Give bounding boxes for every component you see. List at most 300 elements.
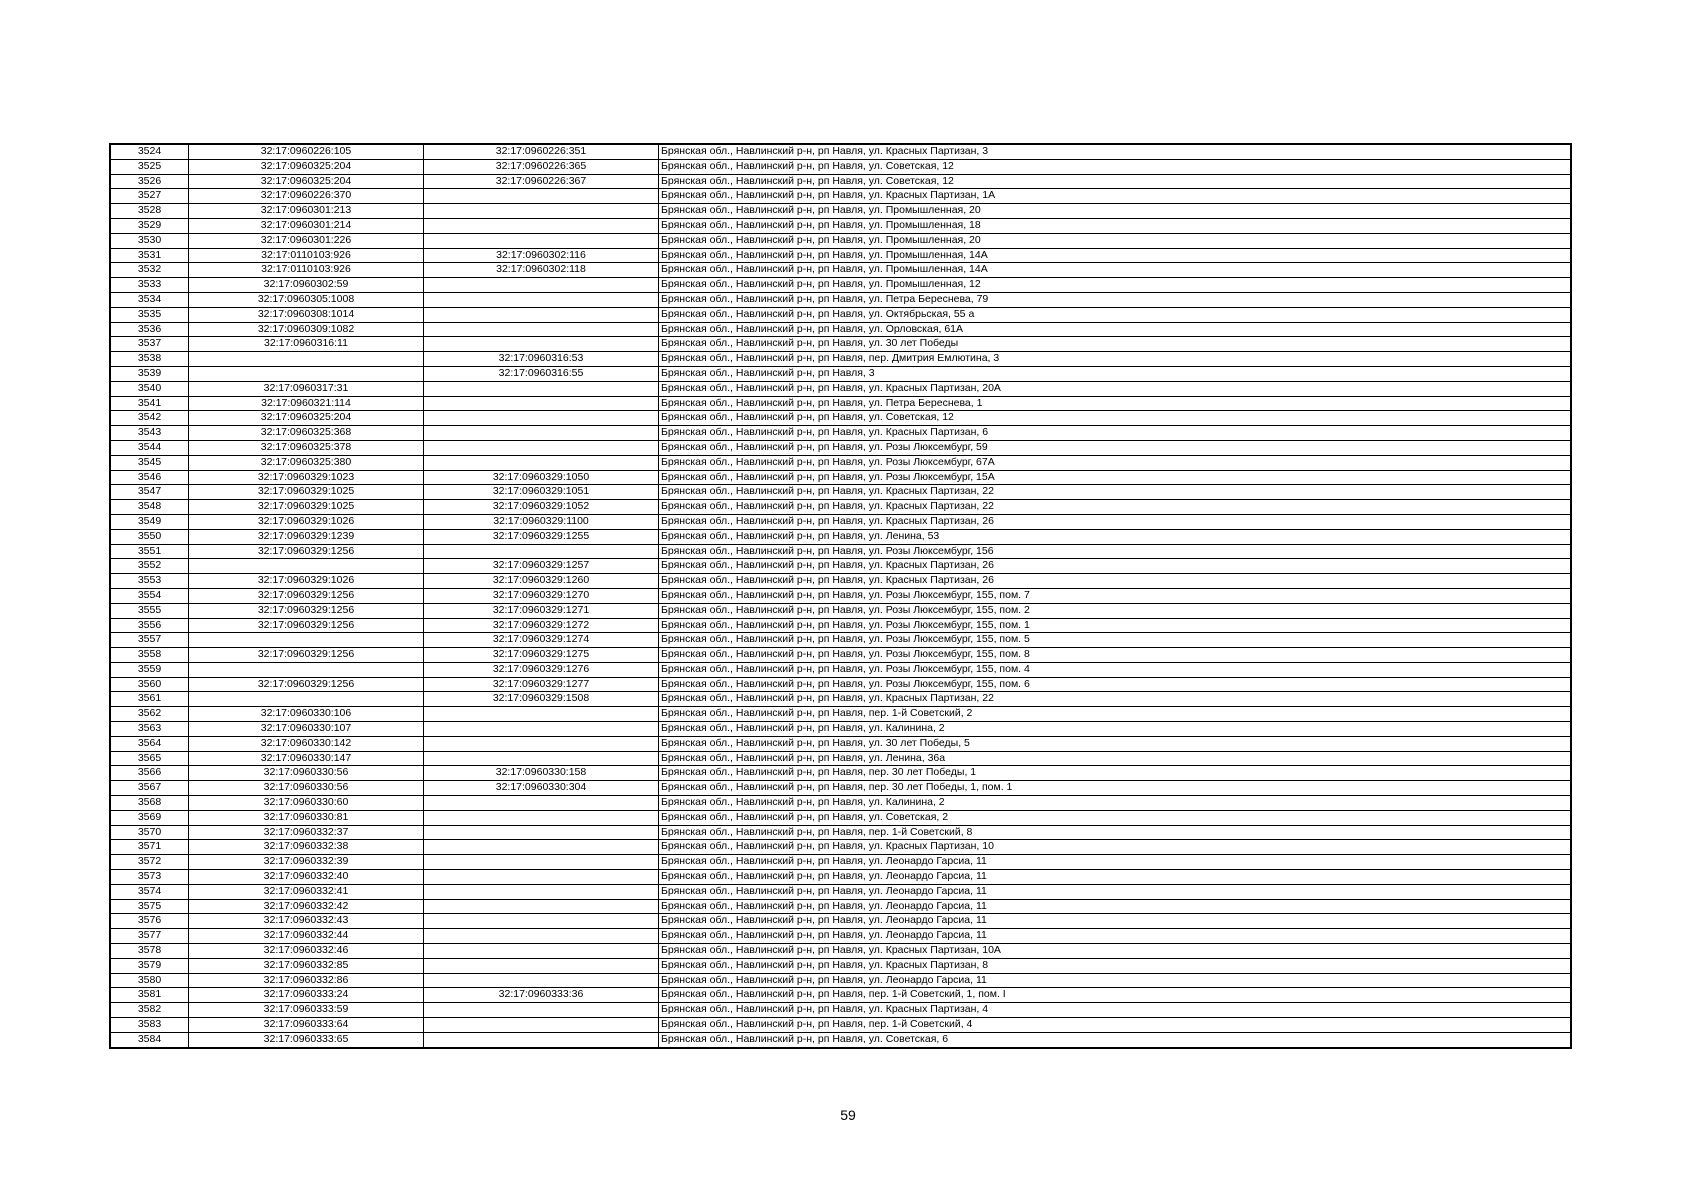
address-cell: Брянская обл., Навлинский р-н, рп Навля, ул. Промышленная, 14А (659, 248, 1572, 263)
row-number-cell: 3554 (110, 588, 189, 603)
cadastral-number-cell: 32:17:0960332:44 (189, 929, 424, 944)
cadastral-number-cell: 32:17:0960329:1256 (189, 648, 424, 663)
address-cell: Брянская обл., Навлинский р-н, рп Навля, ул. Калинина, 2 (659, 722, 1572, 737)
row-number-cell: 3542 (110, 411, 189, 426)
cadastral-number-cell: 32:17:0960325:204 (189, 411, 424, 426)
table-row (110, 485, 1571, 500)
address-cell: Брянская обл., Навлинский р-н, рп Навля, пер. 1-й Советский, 4 (659, 1018, 1572, 1033)
cadastral-number-cell: 32:17:0960330:81 (189, 810, 424, 825)
row-number-cell: 3533 (110, 278, 189, 293)
table-row (110, 884, 1571, 899)
row-number-cell: 3525 (110, 159, 189, 174)
table-row (110, 1018, 1571, 1033)
row-number-cell: 3544 (110, 440, 189, 455)
row-number-cell: 3570 (110, 825, 189, 840)
address-cell: Брянская обл., Навлинский р-н, рп Навля, ул. Красных Партизан, 26 (659, 574, 1572, 589)
table-row (110, 366, 1571, 381)
related-cadastral-number-cell (424, 411, 659, 426)
table-row (110, 1003, 1571, 1018)
related-cadastral-number-cell: 32:17:0960329:1276 (424, 662, 659, 677)
address-cell: Брянская обл., Навлинский р-н, рп Навля, ул. Красных Партизан, 6 (659, 426, 1572, 441)
cadastral-number-cell: 32:17:0960309:1082 (189, 322, 424, 337)
address-cell: Брянская обл., Навлинский р-н, рп Навля, ул. Промышленная, 14А (659, 263, 1572, 278)
related-cadastral-number-cell: 32:17:0960330:304 (424, 781, 659, 796)
address-cell: Брянская обл., Навлинский р-н, рп Навля, ул. Красных Партизан, 4 (659, 1003, 1572, 1018)
cadastral-number-cell: 32:17:0960330:56 (189, 781, 424, 796)
related-cadastral-number-cell: 32:17:0960316:53 (424, 352, 659, 367)
related-cadastral-number-cell: 32:17:0960302:116 (424, 248, 659, 263)
table-row (110, 973, 1571, 988)
cadastral-number-cell: 32:17:0960333:59 (189, 1003, 424, 1018)
registry-table-body (110, 144, 1571, 1048)
address-cell: Брянская обл., Навлинский р-н, рп Навля, ул. Леонардо Гарсиа, 11 (659, 929, 1572, 944)
cadastral-number-cell: 32:17:0960329:1025 (189, 485, 424, 500)
table-row (110, 440, 1571, 455)
cadastral-number-cell: 32:17:0960329:1256 (189, 618, 424, 633)
related-cadastral-number-cell: 32:17:0960226:365 (424, 159, 659, 174)
address-cell: Брянская обл., Навлинский р-н, рп Навля, ул. Красных Партизан, 10А (659, 944, 1572, 959)
table-row (110, 307, 1571, 322)
related-cadastral-number-cell (424, 796, 659, 811)
table-row (110, 189, 1571, 204)
row-number-cell: 3583 (110, 1018, 189, 1033)
row-number-cell: 3548 (110, 500, 189, 515)
related-cadastral-number-cell: 32:17:0960329:1260 (424, 574, 659, 589)
address-cell: Брянская обл., Навлинский р-н, рп Навля, ул. Розы Люксембург, 155, пом. 7 (659, 588, 1572, 603)
address-cell: Брянская обл., Навлинский р-н, рп Навля, ул. Леонардо Гарсиа, 11 (659, 884, 1572, 899)
related-cadastral-number-cell (424, 870, 659, 885)
related-cadastral-number-cell (424, 381, 659, 396)
cadastral-number-cell: 32:17:0960332:40 (189, 870, 424, 885)
cadastral-number-cell: 32:17:0960308:1014 (189, 307, 424, 322)
table-row (110, 633, 1571, 648)
related-cadastral-number-cell (424, 958, 659, 973)
cadastral-number-cell: 32:17:0960330:56 (189, 766, 424, 781)
row-number-cell: 3527 (110, 189, 189, 204)
address-cell: Брянская обл., Навлинский р-н, рп Навля, ул. Советская, 2 (659, 810, 1572, 825)
row-number-cell: 3531 (110, 248, 189, 263)
row-number-cell: 3528 (110, 204, 189, 219)
cadastral-number-cell (189, 633, 424, 648)
row-number-cell: 3559 (110, 662, 189, 677)
cadastral-number-cell: 32:17:0960332:85 (189, 958, 424, 973)
address-cell: Брянская обл., Навлинский р-н, рп Навля, ул. Розы Люксембург, 67А (659, 455, 1572, 470)
table-row (110, 929, 1571, 944)
row-number-cell: 3561 (110, 692, 189, 707)
row-number-cell: 3580 (110, 973, 189, 988)
document-sheet (109, 143, 1572, 1049)
cadastral-number-cell: 32:17:0960325:380 (189, 455, 424, 470)
row-number-cell: 3560 (110, 677, 189, 692)
table-row (110, 292, 1571, 307)
cadastral-number-cell: 32:17:0960302:59 (189, 278, 424, 293)
related-cadastral-number-cell (424, 189, 659, 204)
cadastral-number-cell: 32:17:0960329:1256 (189, 603, 424, 618)
row-number-cell: 3538 (110, 352, 189, 367)
row-number-cell: 3536 (110, 322, 189, 337)
address-cell: Брянская обл., Навлинский р-н, рп Навля, пер. 30 лет Победы, 1 (659, 766, 1572, 781)
address-cell: Брянская обл., Навлинский р-н, рп Навля, ул. Промышленная, 20 (659, 233, 1572, 248)
cadastral-number-cell (189, 692, 424, 707)
table-row (110, 352, 1571, 367)
related-cadastral-number-cell (424, 204, 659, 219)
related-cadastral-number-cell (424, 440, 659, 455)
related-cadastral-number-cell (424, 426, 659, 441)
row-number-cell: 3573 (110, 870, 189, 885)
related-cadastral-number-cell (424, 292, 659, 307)
cadastral-number-cell: 32:17:0960321:114 (189, 396, 424, 411)
row-number-cell: 3526 (110, 174, 189, 189)
address-cell: Брянская обл., Навлинский р-н, рп Навля, ул. Розы Люксембург, 59 (659, 440, 1572, 455)
table-row (110, 426, 1571, 441)
cadastral-number-cell: 32:17:0960329:1239 (189, 529, 424, 544)
cadastral-number-cell: 32:17:0960329:1026 (189, 574, 424, 589)
row-number-cell: 3539 (110, 366, 189, 381)
table-row (110, 204, 1571, 219)
address-cell: Брянская обл., Навлинский р-н, рп Навля, ул. Розы Люксембург, 156 (659, 544, 1572, 559)
related-cadastral-number-cell: 32:17:0960329:1277 (424, 677, 659, 692)
table-row (110, 677, 1571, 692)
row-number-cell: 3566 (110, 766, 189, 781)
cadastral-number-cell: 32:17:0960329:1025 (189, 500, 424, 515)
related-cadastral-number-cell (424, 1018, 659, 1033)
table-row (110, 988, 1571, 1003)
table-row (110, 648, 1571, 663)
address-cell: Брянская обл., Навлинский р-н, рп Навля, ул. Розы Люксембург, 155, пом. 8 (659, 648, 1572, 663)
table-row (110, 159, 1571, 174)
table-row (110, 263, 1571, 278)
cadastral-number-cell: 32:17:0960301:214 (189, 218, 424, 233)
row-number-cell: 3579 (110, 958, 189, 973)
table-row (110, 278, 1571, 293)
address-cell: Брянская обл., Навлинский р-н, рп Навля, ул. Промышленная, 20 (659, 204, 1572, 219)
table-row (110, 574, 1571, 589)
cadastral-number-cell: 32:17:0960332:43 (189, 914, 424, 929)
table-row (110, 899, 1571, 914)
row-number-cell: 3534 (110, 292, 189, 307)
cadastral-number-cell: 32:17:0960329:1256 (189, 544, 424, 559)
cadastral-number-cell: 32:17:0960325:204 (189, 174, 424, 189)
table-row (110, 144, 1571, 159)
related-cadastral-number-cell (424, 1003, 659, 1018)
row-number-cell: 3574 (110, 884, 189, 899)
table-row (110, 736, 1571, 751)
address-cell: Брянская обл., Навлинский р-н, рп Навля, ул. Красных Партизан, 22 (659, 485, 1572, 500)
cadastral-number-cell: 32:17:0960329:1026 (189, 514, 424, 529)
table-row (110, 751, 1571, 766)
row-number-cell: 3558 (110, 648, 189, 663)
cadastral-number-cell: 32:17:0960330:147 (189, 751, 424, 766)
table-row (110, 411, 1571, 426)
table-row (110, 174, 1571, 189)
cadastral-number-cell: 32:17:0960301:213 (189, 204, 424, 219)
related-cadastral-number-cell: 32:17:0960329:1508 (424, 692, 659, 707)
row-number-cell: 3577 (110, 929, 189, 944)
row-number-cell: 3555 (110, 603, 189, 618)
address-cell: Брянская обл., Навлинский р-н, рп Навля, ул. Красных Партизан, 20А (659, 381, 1572, 396)
cadastral-number-cell: 32:17:0960329:1023 (189, 470, 424, 485)
cadastral-number-cell: 32:17:0960332:39 (189, 855, 424, 870)
row-number-cell: 3569 (110, 810, 189, 825)
cadastral-number-cell: 32:17:0960301:226 (189, 233, 424, 248)
registry-table (109, 143, 1572, 1049)
row-number-cell: 3547 (110, 485, 189, 500)
related-cadastral-number-cell (424, 884, 659, 899)
address-cell: Брянская обл., Навлинский р-н, рп Навля, ул. Ленина, 36а (659, 751, 1572, 766)
related-cadastral-number-cell: 32:17:0960329:1271 (424, 603, 659, 618)
related-cadastral-number-cell (424, 855, 659, 870)
cadastral-number-cell: 32:17:0960305:1008 (189, 292, 424, 307)
row-number-cell: 3557 (110, 633, 189, 648)
cadastral-number-cell: 32:17:0960226:370 (189, 189, 424, 204)
related-cadastral-number-cell: 32:17:0960329:1257 (424, 559, 659, 574)
address-cell: Брянская обл., Навлинский р-н, рп Навля, ул. Советская, 12 (659, 174, 1572, 189)
address-cell: Брянская обл., Навлинский р-н, рп Навля, ул. Красных Партизан, 26 (659, 559, 1572, 574)
related-cadastral-number-cell (424, 707, 659, 722)
cadastral-number-cell: 32:17:0110103:926 (189, 248, 424, 263)
related-cadastral-number-cell (424, 218, 659, 233)
address-cell: Брянская обл., Навлинский р-н, рп Навля, пер. 1-й Советский, 2 (659, 707, 1572, 722)
related-cadastral-number-cell (424, 337, 659, 352)
table-row (110, 544, 1571, 559)
cadastral-number-cell (189, 662, 424, 677)
address-cell: Брянская обл., Навлинский р-н, рп Навля, ул. Орловская, 61А (659, 322, 1572, 337)
address-cell: Брянская обл., Навлинский р-н, рп Навля, пер. Дмитрия Емлютина, 3 (659, 352, 1572, 367)
cadastral-number-cell (189, 366, 424, 381)
address-cell: Брянская обл., Навлинский р-н, рп Навля, ул. Красных Партизан, 26 (659, 514, 1572, 529)
row-number-cell: 3540 (110, 381, 189, 396)
cadastral-number-cell: 32:17:0960332:38 (189, 840, 424, 855)
cadastral-number-cell: 32:17:0960333:65 (189, 1032, 424, 1047)
related-cadastral-number-cell (424, 944, 659, 959)
address-cell: Брянская обл., Навлинский р-н, рп Навля, ул. Розы Люксембург, 155, пом. 6 (659, 677, 1572, 692)
table-row (110, 218, 1571, 233)
table-row (110, 455, 1571, 470)
row-number-cell: 3532 (110, 263, 189, 278)
related-cadastral-number-cell (424, 973, 659, 988)
table-row (110, 855, 1571, 870)
table-row (110, 692, 1571, 707)
related-cadastral-number-cell: 32:17:0960329:1050 (424, 470, 659, 485)
address-cell: Брянская обл., Навлинский р-н, рп Навля, ул. Промышленная, 12 (659, 278, 1572, 293)
cadastral-number-cell (189, 559, 424, 574)
cadastral-number-cell: 32:17:0960332:46 (189, 944, 424, 959)
row-number-cell: 3571 (110, 840, 189, 855)
row-number-cell: 3550 (110, 529, 189, 544)
related-cadastral-number-cell: 32:17:0960329:1272 (424, 618, 659, 633)
table-row (110, 588, 1571, 603)
row-number-cell: 3545 (110, 455, 189, 470)
address-cell: Брянская обл., Навлинский р-н, рп Навля, ул. Петра Береснева, 1 (659, 396, 1572, 411)
table-row (110, 1032, 1571, 1047)
cadastral-number-cell (189, 352, 424, 367)
row-number-cell: 3576 (110, 914, 189, 929)
table-row (110, 914, 1571, 929)
table-row (110, 870, 1571, 885)
cadastral-number-cell: 32:17:0960317:31 (189, 381, 424, 396)
row-number-cell: 3565 (110, 751, 189, 766)
cadastral-number-cell: 32:17:0960333:24 (189, 988, 424, 1003)
row-number-cell: 3562 (110, 707, 189, 722)
address-cell: Брянская обл., Навлинский р-н, рп Навля, ул. Леонардо Гарсиа, 11 (659, 914, 1572, 929)
table-row (110, 618, 1571, 633)
cadastral-number-cell: 32:17:0110103:926 (189, 263, 424, 278)
row-number-cell: 3552 (110, 559, 189, 574)
related-cadastral-number-cell (424, 455, 659, 470)
table-row (110, 529, 1571, 544)
cadastral-number-cell: 32:17:0960329:1256 (189, 588, 424, 603)
address-cell: Брянская обл., Навлинский р-н, рп Навля, ул. Красных Партизан, 22 (659, 500, 1572, 515)
address-cell: Брянская обл., Навлинский р-н, рп Навля, ул. Петра Береснева, 79 (659, 292, 1572, 307)
related-cadastral-number-cell (424, 396, 659, 411)
cadastral-number-cell: 32:17:0960330:106 (189, 707, 424, 722)
table-row (110, 233, 1571, 248)
row-number-cell: 3567 (110, 781, 189, 796)
address-cell: Брянская обл., Навлинский р-н, рп Навля, ул. 30 лет Победы, 5 (659, 736, 1572, 751)
row-number-cell: 3575 (110, 899, 189, 914)
table-row (110, 707, 1571, 722)
row-number-cell: 3541 (110, 396, 189, 411)
row-number-cell: 3572 (110, 855, 189, 870)
row-number-cell: 3530 (110, 233, 189, 248)
address-cell: Брянская обл., Навлинский р-н, рп Навля, ул. Розы Люксембург, 155, пом. 4 (659, 662, 1572, 677)
row-number-cell: 3551 (110, 544, 189, 559)
row-number-cell: 3568 (110, 796, 189, 811)
related-cadastral-number-cell: 32:17:0960329:1051 (424, 485, 659, 500)
related-cadastral-number-cell: 32:17:0960329:1100 (424, 514, 659, 529)
row-number-cell: 3578 (110, 944, 189, 959)
row-number-cell: 3537 (110, 337, 189, 352)
address-cell: Брянская обл., Навлинский р-н, рп Навля, ул. Розы Люксембург, 155, пом. 1 (659, 618, 1572, 633)
table-row (110, 381, 1571, 396)
address-cell: Брянская обл., Навлинский р-н, рп Навля, ул. Октябрьская, 55 а (659, 307, 1572, 322)
page-number: 59 (840, 1107, 856, 1123)
address-cell: Брянская обл., Навлинский р-н, рп Навля, ул. Леонардо Гарсиа, 11 (659, 973, 1572, 988)
table-row (110, 662, 1571, 677)
table-row (110, 248, 1571, 263)
row-number-cell: 3535 (110, 307, 189, 322)
related-cadastral-number-cell (424, 810, 659, 825)
address-cell: Брянская обл., Навлинский р-н, рп Навля, ул. Промышленная, 18 (659, 218, 1572, 233)
address-cell: Брянская обл., Навлинский р-н, рп Навля, ул. 30 лет Победы (659, 337, 1572, 352)
cadastral-number-cell: 32:17:0960332:86 (189, 973, 424, 988)
related-cadastral-number-cell: 32:17:0960316:55 (424, 366, 659, 381)
related-cadastral-number-cell (424, 736, 659, 751)
address-cell: Брянская обл., Навлинский р-н, рп Навля, ул. Красных Партизан, 22 (659, 692, 1572, 707)
row-number-cell: 3549 (110, 514, 189, 529)
related-cadastral-number-cell: 32:17:0960329:1270 (424, 588, 659, 603)
table-row (110, 514, 1571, 529)
row-number-cell: 3581 (110, 988, 189, 1003)
related-cadastral-number-cell (424, 307, 659, 322)
related-cadastral-number-cell: 32:17:0960226:367 (424, 174, 659, 189)
cadastral-number-cell: 32:17:0960226:105 (189, 144, 424, 159)
table-row (110, 810, 1571, 825)
related-cadastral-number-cell: 32:17:0960329:1275 (424, 648, 659, 663)
cadastral-number-cell: 32:17:0960330:60 (189, 796, 424, 811)
related-cadastral-number-cell (424, 899, 659, 914)
row-number-cell: 3564 (110, 736, 189, 751)
related-cadastral-number-cell (424, 825, 659, 840)
related-cadastral-number-cell (424, 722, 659, 737)
row-number-cell: 3553 (110, 574, 189, 589)
related-cadastral-number-cell: 32:17:0960329:1255 (424, 529, 659, 544)
cadastral-number-cell: 32:17:0960332:41 (189, 884, 424, 899)
address-cell: Брянская обл., Навлинский р-н, рп Навля, ул. Советская, 12 (659, 159, 1572, 174)
related-cadastral-number-cell: 32:17:0960302:118 (424, 263, 659, 278)
related-cadastral-number-cell (424, 840, 659, 855)
related-cadastral-number-cell (424, 544, 659, 559)
related-cadastral-number-cell (424, 751, 659, 766)
address-cell: Брянская обл., Навлинский р-н, рп Навля, ул. Красных Партизан, 3 (659, 144, 1572, 159)
related-cadastral-number-cell (424, 278, 659, 293)
related-cadastral-number-cell (424, 929, 659, 944)
cadastral-number-cell: 32:17:0960333:64 (189, 1018, 424, 1033)
related-cadastral-number-cell: 32:17:0960329:1274 (424, 633, 659, 648)
row-number-cell: 3543 (110, 426, 189, 441)
related-cadastral-number-cell: 32:17:0960333:36 (424, 988, 659, 1003)
address-cell: Брянская обл., Навлинский р-н, рп Навля, ул. Калинина, 2 (659, 796, 1572, 811)
related-cadastral-number-cell: 32:17:0960226:351 (424, 144, 659, 159)
address-cell: Брянская обл., Навлинский р-н, рп Навля, ул. Советская, 12 (659, 411, 1572, 426)
address-cell: Брянская обл., Навлинский р-н, рп Навля, пер. 1-й Советский, 1, пом. I (659, 988, 1572, 1003)
address-cell: Брянская обл., Навлинский р-н, рп Навля, ул. Ленина, 53 (659, 529, 1572, 544)
address-cell: Брянская обл., Навлинский р-н, рп Навля, ул. Леонардо Гарсиа, 11 (659, 899, 1572, 914)
table-row (110, 322, 1571, 337)
cadastral-number-cell: 32:17:0960330:142 (189, 736, 424, 751)
address-cell: Брянская обл., Навлинский р-н, рп Навля, ул. Розы Люксембург, 155, пом. 2 (659, 603, 1572, 618)
cadastral-number-cell: 32:17:0960329:1256 (189, 677, 424, 692)
related-cadastral-number-cell (424, 1032, 659, 1047)
address-cell: Брянская обл., Навлинский р-н, рп Навля, пер. 1-й Советский, 8 (659, 825, 1572, 840)
table-row (110, 722, 1571, 737)
address-cell: Брянская обл., Навлинский р-н, рп Навля, ул. Леонардо Гарсиа, 11 (659, 870, 1572, 885)
cadastral-number-cell: 32:17:0960330:107 (189, 722, 424, 737)
table-row (110, 559, 1571, 574)
table-row (110, 500, 1571, 515)
related-cadastral-number-cell (424, 233, 659, 248)
related-cadastral-number-cell (424, 914, 659, 929)
cadastral-number-cell: 32:17:0960332:37 (189, 825, 424, 840)
row-number-cell: 3582 (110, 1003, 189, 1018)
table-row (110, 781, 1571, 796)
table-row (110, 603, 1571, 618)
address-cell: Брянская обл., Навлинский р-н, рп Навля, ул. Розы Люксембург, 155, пом. 5 (659, 633, 1572, 648)
address-cell: Брянская обл., Навлинский р-н, рп Навля, ул. Леонардо Гарсиа, 11 (659, 855, 1572, 870)
cadastral-number-cell: 32:17:0960332:42 (189, 899, 424, 914)
related-cadastral-number-cell: 32:17:0960329:1052 (424, 500, 659, 515)
row-number-cell: 3529 (110, 218, 189, 233)
table-row (110, 337, 1571, 352)
table-row (110, 958, 1571, 973)
table-row (110, 766, 1571, 781)
cadastral-number-cell: 32:17:0960316:11 (189, 337, 424, 352)
table-row (110, 396, 1571, 411)
table-row (110, 825, 1571, 840)
row-number-cell: 3546 (110, 470, 189, 485)
address-cell: Брянская обл., Навлинский р-н, рп Навля, ул. Красных Партизан, 1А (659, 189, 1572, 204)
table-row (110, 840, 1571, 855)
address-cell: Брянская обл., Навлинский р-н, рп Навля, 3 (659, 366, 1572, 381)
address-cell: Брянская обл., Навлинский р-н, рп Навля, ул. Розы Люксембург, 15А (659, 470, 1572, 485)
related-cadastral-number-cell (424, 322, 659, 337)
address-cell: Брянская обл., Навлинский р-н, рп Навля, пер. 30 лет Победы, 1, пом. 1 (659, 781, 1572, 796)
table-row (110, 470, 1571, 485)
row-number-cell: 3524 (110, 144, 189, 159)
row-number-cell: 3556 (110, 618, 189, 633)
address-cell: Брянская обл., Навлинский р-н, рп Навля, ул. Красных Партизан, 8 (659, 958, 1572, 973)
related-cadastral-number-cell: 32:17:0960330:158 (424, 766, 659, 781)
